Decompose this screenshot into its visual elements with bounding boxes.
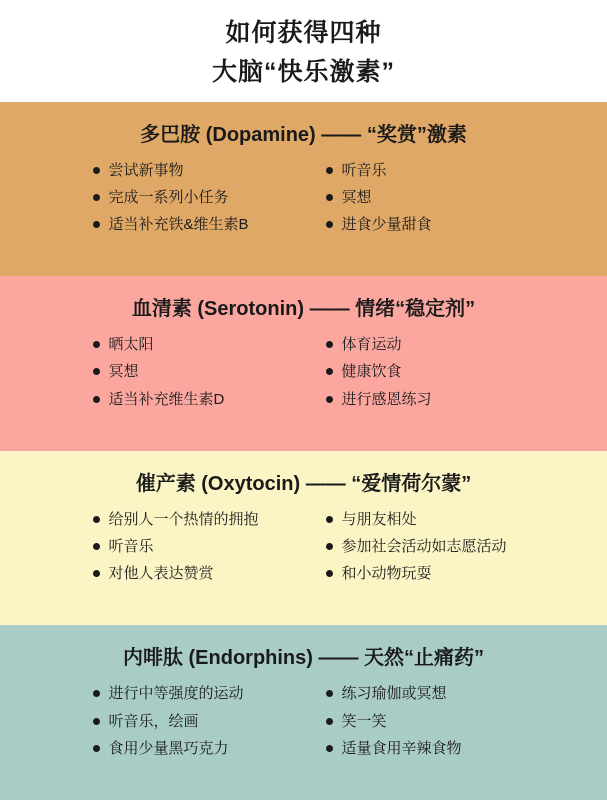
list-item-label: 和小动物玩耍 [341,565,432,583]
bullet-icon [93,718,100,725]
bullet-icon [93,396,100,403]
list-item-label: 进行感恩练习 [341,390,432,408]
bullet-icon [93,690,100,697]
section-dopamine [0,102,607,277]
list-item [93,684,308,704]
list-item [326,537,541,557]
title-line-1: 如何获得四种 [225,19,382,47]
list-item-label: 给别人一个热情的拥抱 [108,510,259,528]
bullet-icon [93,570,100,577]
column-right [326,684,541,759]
section-oxytocin [0,451,607,626]
list-item [326,564,541,584]
bullet-icon [93,543,100,550]
bullet-icon [326,194,333,201]
list-item-label: 参加社会活动如志愿活动 [341,538,507,555]
list-item-label: 听音乐，绘画 [108,712,199,730]
list-item-label: 与朋友相处 [341,510,417,528]
list-item [326,684,541,704]
section-serotonin [0,276,607,451]
list-item [93,510,308,530]
column-left [93,510,308,585]
column-right [326,161,541,236]
list-item-label: 健康饮食 [341,363,402,381]
list-item [326,161,541,181]
list-item [93,739,308,759]
bullet-icon [326,543,333,550]
list-item [93,712,308,732]
list-item-label: 进行中等强度的运动 [108,685,244,703]
list-item-label: 尝试新事物 [108,161,184,179]
list-item [93,215,308,235]
list-item [326,188,541,208]
list-item-label: 食用少量黑巧克力 [108,739,229,757]
column-right [326,335,541,410]
section-title: 血清素 (Serotonin) —— 情绪“稳定剂” [131,298,476,321]
list-item-label: 对他人表达赞赏 [108,565,214,583]
bullet-icon [93,368,100,375]
list-item [326,362,541,382]
list-item [93,161,308,181]
column-left [93,161,308,236]
list-item-label: 听音乐 [341,161,387,179]
section-columns [10,335,597,410]
poster-header [0,0,607,102]
list-item [93,188,308,208]
bullet-icon [93,221,100,228]
list-item [326,215,541,235]
section-title: 催产素 (Oxytocin) —— “爱情荷尔蒙” [135,472,472,495]
list-item [93,335,308,355]
bullet-icon [326,341,333,348]
bullet-icon [93,745,100,752]
bullet-icon [326,745,333,752]
list-item [326,390,541,410]
list-item-label: 进食少量甜食 [341,216,432,233]
list-item-label: 晒太阳 [108,336,154,354]
bullet-icon [326,690,333,697]
column-left [93,684,308,759]
list-item-label: 适当补充维生素D [108,390,225,408]
section-columns [10,510,597,585]
bullet-icon [326,221,333,228]
list-item-label: 练习瑜伽或冥想 [341,685,447,703]
bullet-icon [326,167,333,174]
section-columns [10,161,597,236]
bullet-icon [93,516,100,523]
title-line-2: 大脑“快乐激素” [211,57,395,86]
list-item-label: 冥想 [341,188,372,206]
bullet-icon [326,718,333,725]
list-item [326,739,541,759]
list-item [93,564,308,584]
list-item-label: 冥想 [108,363,139,381]
list-item [326,712,541,732]
bullet-icon [326,368,333,375]
bullet-icon [326,516,333,523]
section-title: 多巴胺 (Dopamine) —— “奖赏”激素 [140,123,467,146]
bullet-icon [326,570,333,577]
list-item [93,390,308,410]
list-item [93,362,308,382]
list-item [93,537,308,557]
list-item [326,510,541,530]
list-item-label: 体育运动 [341,336,402,354]
column-right [326,510,541,585]
list-item-label: 听音乐 [108,538,154,555]
bullet-icon [93,194,100,201]
list-item-label: 完成一系列小任务 [108,188,229,206]
section-title: 内啡肽 (Endorphins) —— 天然“止痛药” [122,647,485,670]
list-item-label: 适量食用辛辣食物 [341,739,462,757]
section-columns [10,684,597,759]
list-item-label: 笑一笑 [341,712,387,730]
list-item [326,335,541,355]
bullet-icon [93,167,100,174]
bullet-icon [326,396,333,403]
section-endorphins [0,625,607,800]
bullet-icon [93,341,100,348]
column-left [93,335,308,410]
list-item-label: 适当补充铁&维生素B [108,216,249,233]
